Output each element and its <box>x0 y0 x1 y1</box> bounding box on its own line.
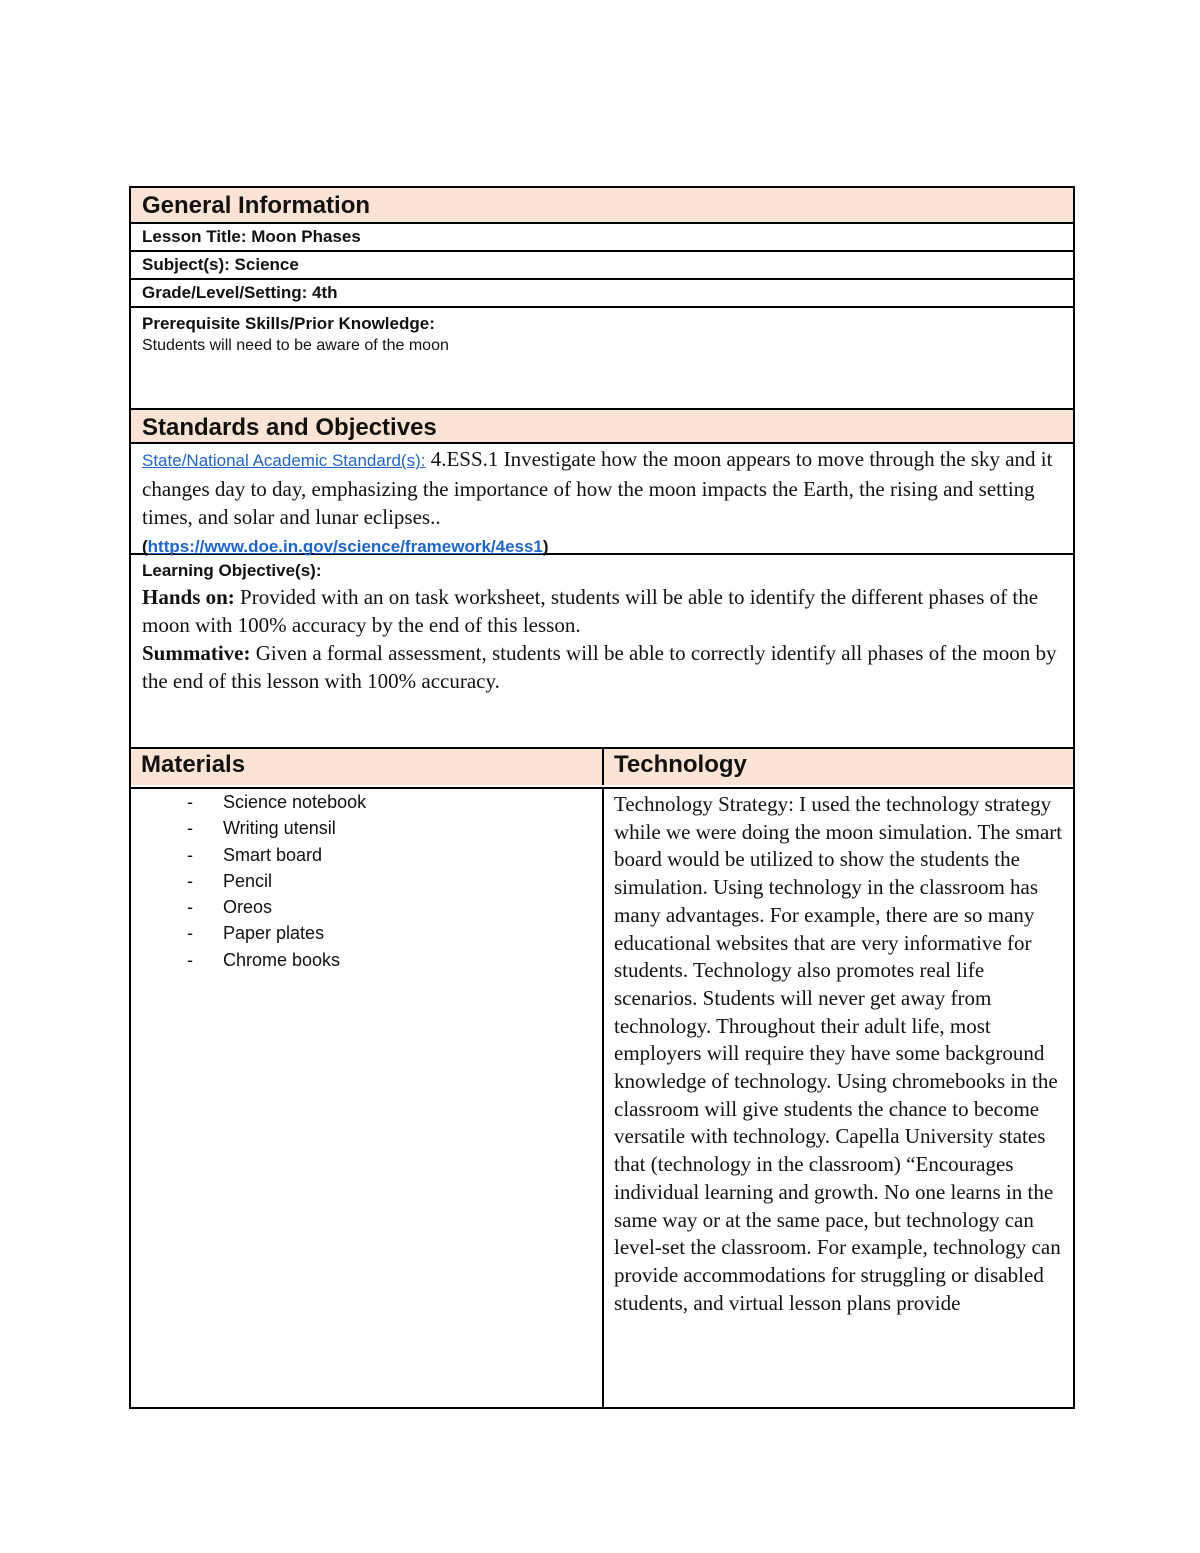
prereq-text: Students will need to be aware of the moon <box>142 337 449 354</box>
standard-link[interactable]: State/National Academic Standard(s): <box>142 451 426 470</box>
materials-list-item: - Paper plates <box>177 920 592 946</box>
materials-list-item: - Chrome books <box>177 947 592 973</box>
summative-objective <box>142 639 1062 695</box>
technology-cell <box>604 789 1073 1407</box>
subjects-row: Subject(s): Science <box>131 252 1073 280</box>
materials-list-item: - Pencil <box>177 868 592 894</box>
materials-list-item: - Science notebook <box>177 789 592 815</box>
hands-on-label: Hands on: <box>142 585 235 609</box>
materials-header: Materials <box>131 749 604 785</box>
hands-on-objective <box>142 583 1062 639</box>
summative-label: Summative: <box>142 641 251 665</box>
materials-list-item: - Smart board <box>177 842 592 868</box>
materials-cell <box>131 789 604 1407</box>
learning-objectives-row <box>131 555 1073 749</box>
paren-close: ) <box>542 537 549 556</box>
summative-text: Given a formal assessment, students will be able to correctly identify all phases of the moon by the end of this lesson with 100% accuracy. <box>142 641 1057 693</box>
standards-header: Standards and Objectives <box>131 410 1073 444</box>
materials-technology-body-row <box>131 789 1073 1407</box>
hands-on-text: Provided with an on task worksheet, students will be able to identify the different phases of the moon with 100% accuracy by the end of this lesson. <box>142 585 1039 637</box>
materials-list <box>141 789 592 973</box>
materials-list-item: - Writing utensil <box>177 815 592 841</box>
lesson-plan-table <box>129 186 1075 1409</box>
materials-list-item: - Oreos <box>177 894 592 920</box>
grade-row: Grade/Level/Setting: 4th <box>131 280 1073 308</box>
general-information-header: General Information <box>131 188 1073 224</box>
paren-open: ( <box>142 537 148 556</box>
technology-text: Technology Strategy: I used the technology strategy while we were doing the moon simulation. The smart board would be utilized to show the students the simulation. Using technology in the classroom has many advantages. For example, there are so many educational websites that are very informative for students. Technology also promotes real life scenarios. Students will never get away from technology. Throughout their adult life, most employers will require they have some background knowledge of technology. Using chromebooks in the classroom will give students the chance to become versatile with technology. Capella University states that (technology in the classroom) “Encourages individual learning and growth. No one learns in the same way or at the same pace, but technology can level-set the classroom. For example, technology can provide accommodations for struggling or disabled students, and virtual lesson plans provide <box>614 792 1063 1315</box>
standard-text: 4.ESS.1 Investigate how the moon appears to move through the sky and it changes day to day, emphasizing the importance of how the moon impacts the Earth, the rising and setting times, and solar and lunar eclipses.. <box>142 447 1053 529</box>
objectives-label: Learning Objective(s): <box>142 561 322 580</box>
prereq-label: Prerequisite Skills/Prior Knowledge: <box>142 314 435 333</box>
standards-row <box>131 444 1073 555</box>
technology-header: Technology <box>604 749 1073 785</box>
materials-technology-header-row <box>131 749 1073 789</box>
lesson-title-row: Lesson Title: Moon Phases <box>131 224 1073 252</box>
prereq-row <box>131 308 1073 410</box>
framework-url-link[interactable]: https://www.doe.in.gov/science/framework/4ess1 <box>147 537 543 556</box>
